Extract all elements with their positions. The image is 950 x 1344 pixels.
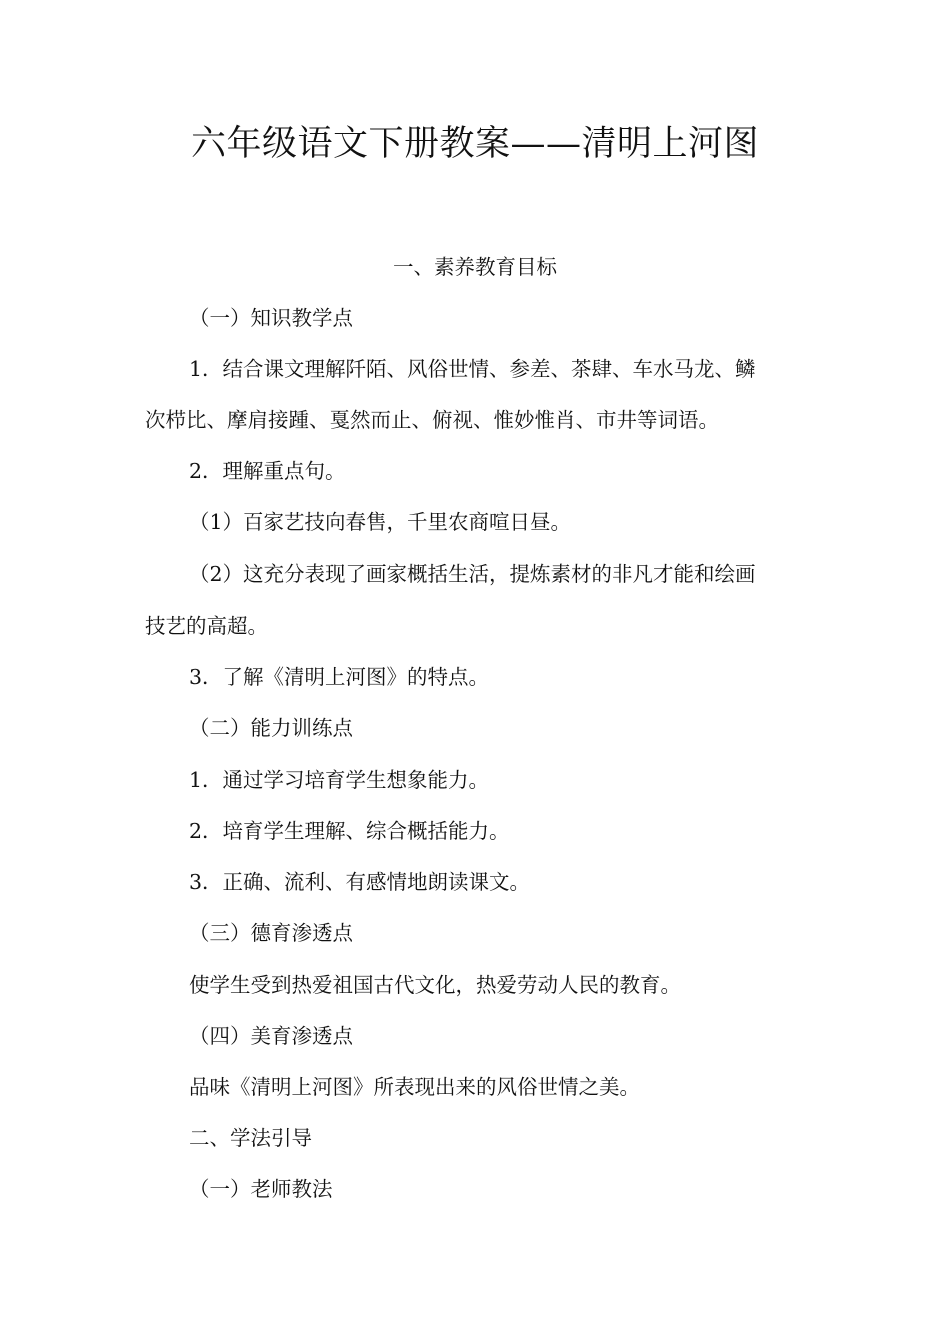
paragraph-item-1-line2: 次栉比、摩肩接踵、戛然而止、俯视、惟妙惟肖、市井等词语。 (145, 408, 719, 432)
subheading-teacher-method: （一）老师教法 (189, 1177, 333, 1201)
paragraph-sentence-2-line2: 技艺的高超。 (145, 614, 268, 638)
paragraph-ability-2: 2．培育学生理解、综合概括能力。 (189, 819, 510, 843)
paragraph-item-2: 2．理解重点句。 (189, 459, 346, 483)
paragraph-sentence-1: （1）百家艺技向春售，千里农商喧日昼。 (189, 510, 572, 534)
section-heading-goals: 一、素养教育目标 (393, 255, 557, 279)
paragraph-ability-1: 1．通过学习培育学生想象能力。 (189, 768, 490, 792)
paragraph-moral: 使学生受到热爱祖国古代文化，热爱劳动人民的教育。 (189, 973, 681, 997)
subheading-knowledge: （一）知识教学点 (189, 306, 353, 330)
section-heading-method: 二、学法引导 (189, 1126, 312, 1150)
paragraph-item-3: 3．了解《清明上河图》的特点。 (189, 665, 490, 689)
paragraph-sentence-2-line1: （2）这充分表现了画家概括生活，提炼素材的非凡才能和绘画 (189, 562, 756, 586)
paragraph-ability-3: 3．正确、流利、有感情地朗读课文。 (189, 870, 531, 894)
subheading-moral: （三）德育渗透点 (189, 921, 353, 945)
paragraph-item-1-line1: 1．结合课文理解阡陌、风俗世情、参差、茶肆、车水马龙、鳞 (189, 357, 756, 381)
document-title: 六年级语文下册教案——清明上河图 (190, 124, 759, 164)
subheading-aesthetic: （四）美育渗透点 (189, 1024, 353, 1048)
subheading-ability: （二）能力训练点 (189, 716, 353, 740)
paragraph-aesthetic: 品味《清明上河图》所表现出来的风俗世情之美。 (189, 1075, 640, 1099)
